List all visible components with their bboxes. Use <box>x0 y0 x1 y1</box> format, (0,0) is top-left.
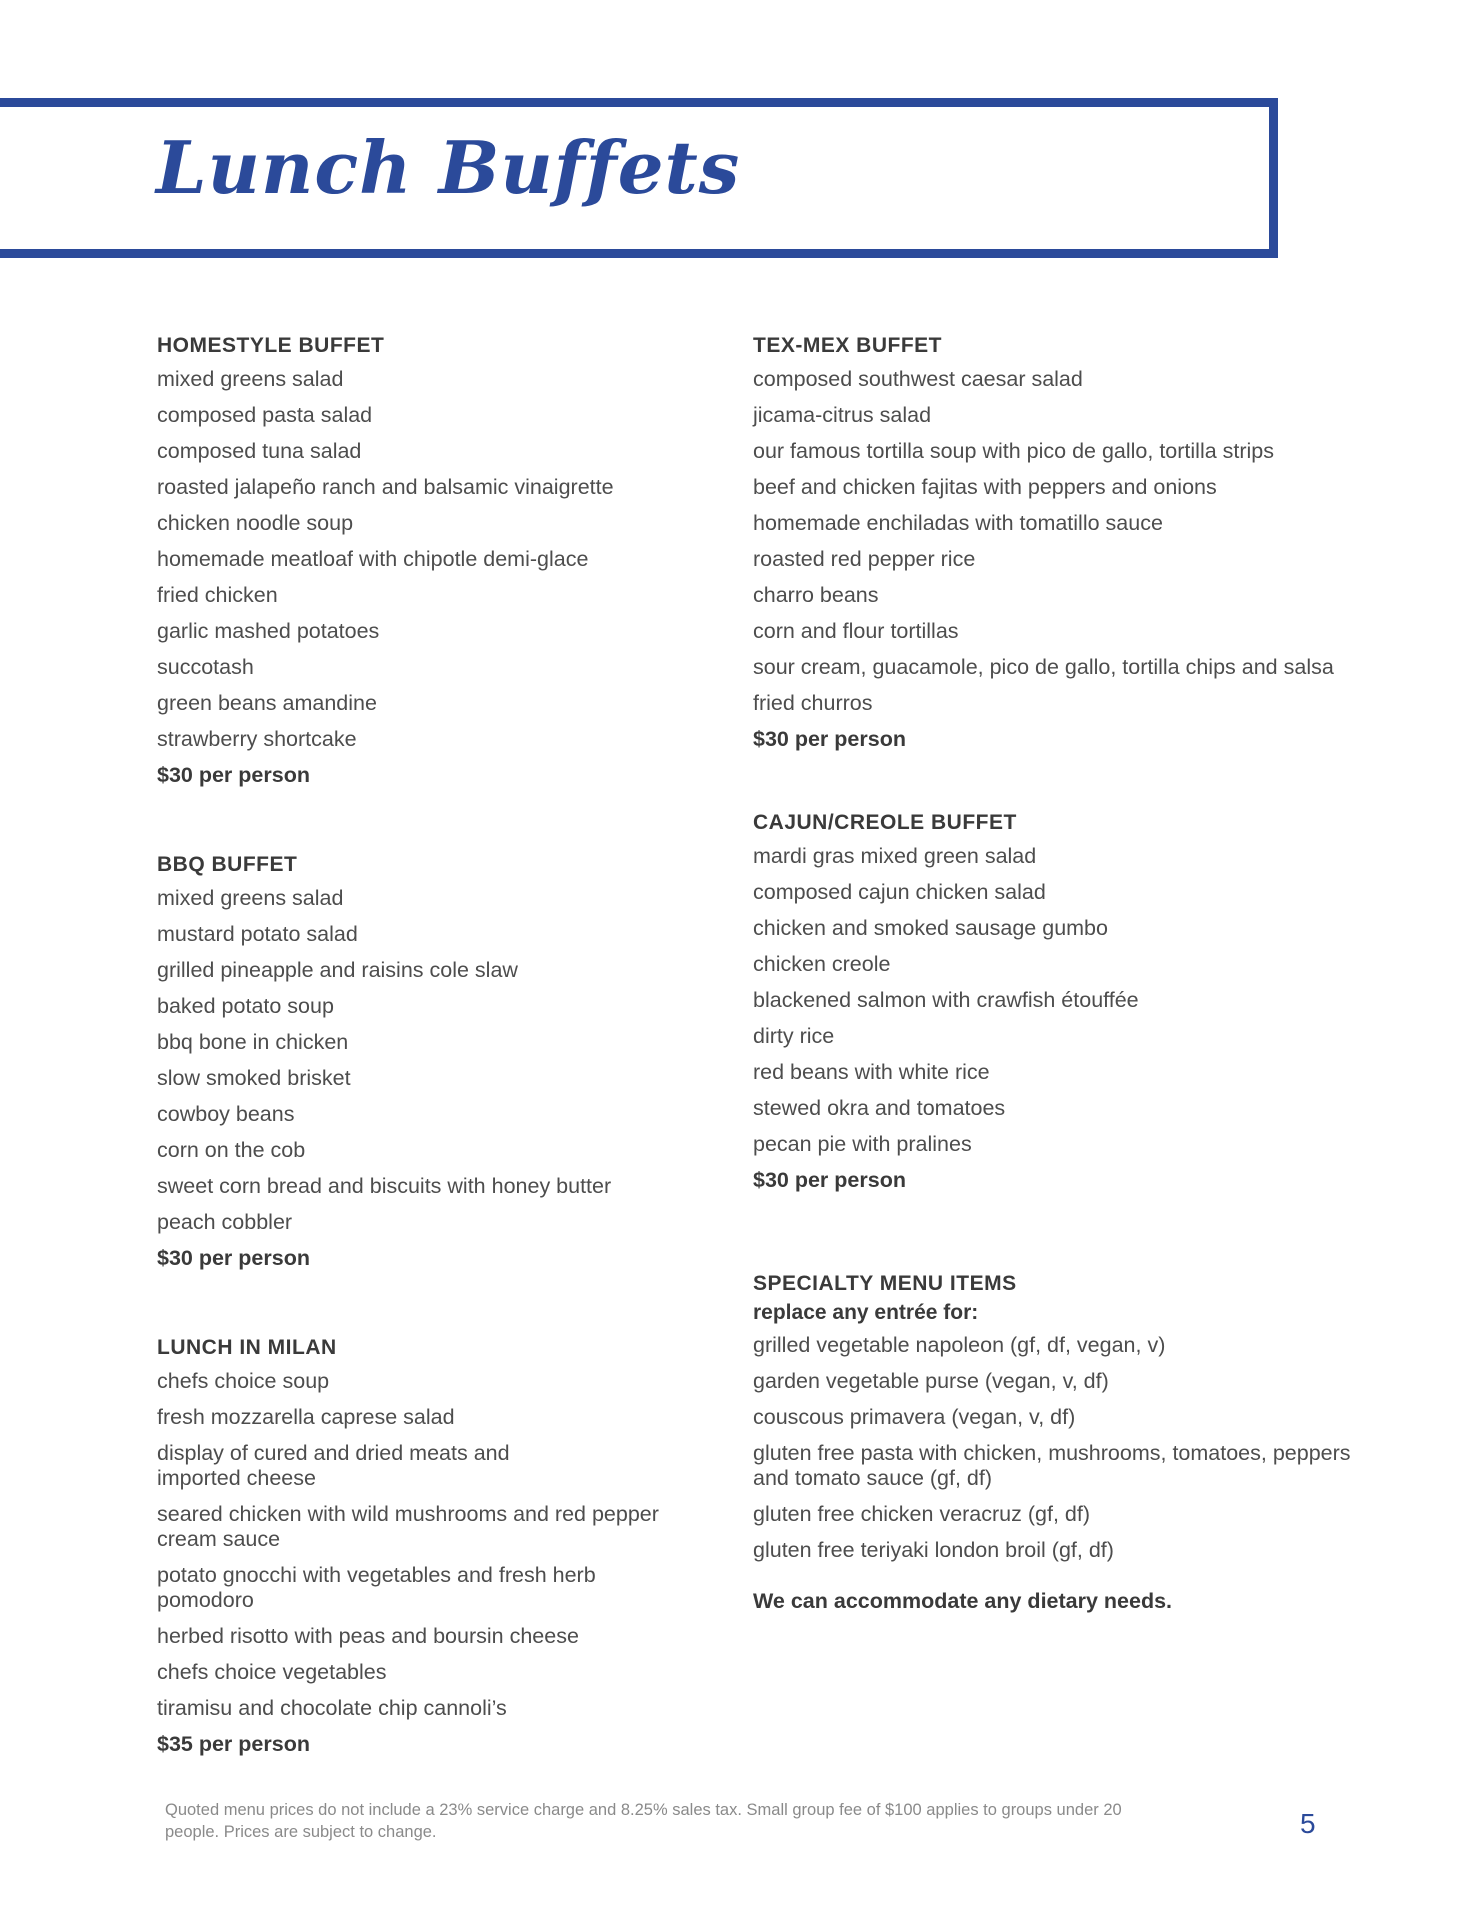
menu-item: composed pasta salad <box>157 403 373 427</box>
menu-item: strawberry shortcake <box>157 727 357 751</box>
menu-item: succotash <box>157 655 254 679</box>
homestyle-buffet-section <box>157 331 717 788</box>
menu-item: seared chicken with wild mushrooms and red pepper cream sauce <box>157 1502 659 1551</box>
menu-item: green beans amandine <box>157 691 377 715</box>
menu-item: fresh mozzarella caprese salad <box>157 1405 455 1429</box>
menu-item: sweet corn bread and biscuits with honey butter <box>157 1174 612 1198</box>
menu-item: corn and flour tortillas <box>753 619 959 643</box>
right-column <box>753 331 1393 1614</box>
menu-item: corn on the cob <box>157 1138 306 1162</box>
menu-item: composed southwest caesar salad <box>753 367 1083 391</box>
menu-item: blackened salmon with crawfish étouffée <box>753 988 1139 1012</box>
menu-item: homemade enchiladas with tomatillo sauce <box>753 511 1163 535</box>
dietary-note: We can accommodate any dietary needs. <box>753 1589 1173 1613</box>
menu-item: jicama-citrus salad <box>753 403 932 427</box>
menu-item: gluten free chicken veracruz (gf, df) <box>753 1502 1090 1526</box>
menu-item: charro beans <box>753 583 879 607</box>
tex-mex-buffet-section <box>753 331 1393 752</box>
menu-item: tiramisu and chocolate chip cannoli’s <box>157 1696 507 1720</box>
pricing-disclaimer: Quoted menu prices do not include a 23% service charge and 8.25% sales tax. Small group fee of $100 applies to groups under 20 people. Prices are subject to change. <box>165 1801 1122 1841</box>
menu-item: pecan pie with pralines <box>753 1132 972 1156</box>
left-column <box>157 331 717 1757</box>
menu-item: fried chicken <box>157 583 278 607</box>
menu-item: stewed okra and tomatoes <box>753 1096 1006 1120</box>
menu-item: baked potato soup <box>157 994 334 1018</box>
price: $30 per person <box>753 1168 906 1192</box>
menu-item: grilled pineapple and raisins cole slaw <box>157 958 518 982</box>
menu-item: composed tuna salad <box>157 439 362 463</box>
page-number: 5 <box>1300 1808 1316 1839</box>
menu-item: gluten free teriyaki london broil (gf, df) <box>753 1538 1114 1562</box>
section-subtitle: replace any entrée for: <box>753 1301 979 1324</box>
menu-item: mardi gras mixed green salad <box>753 844 1037 868</box>
menu-item: bbq bone in chicken <box>157 1030 349 1054</box>
menu-item: slow smoked brisket <box>157 1066 351 1090</box>
menu-item: display of cured and dried meats and imported cheese <box>157 1441 510 1490</box>
menu-item: cowboy beans <box>157 1102 295 1126</box>
price: $35 per person <box>157 1732 310 1756</box>
menu-item: potato gnocchi with vegetables and fresh herb pomodoro <box>157 1563 596 1612</box>
section-title: LUNCH IN MILAN <box>157 1336 337 1359</box>
specialty-menu-items-section <box>753 1269 1393 1614</box>
menu-item: chefs choice vegetables <box>157 1660 387 1684</box>
menu-item: chicken and smoked sausage gumbo <box>753 916 1108 940</box>
menu-item: sour cream, guacamole, pico de gallo, tortilla chips and salsa <box>753 655 1334 679</box>
menu-item: roasted red pepper rice <box>753 547 976 571</box>
section-title: CAJUN/CREOLE BUFFET <box>753 811 1017 834</box>
menu-item: our famous tortilla soup with pico de gallo, tortilla strips <box>753 439 1275 463</box>
menu-item: gluten free pasta with chicken, mushrooms, tomatoes, peppers and tomato sauce (gf, df) <box>753 1441 1351 1490</box>
menu-item: couscous primavera (vegan, v, df) <box>753 1405 1076 1429</box>
menu-item: fried churros <box>753 691 873 715</box>
section-title: HOMESTYLE BUFFET <box>157 334 385 357</box>
section-title: BBQ BUFFET <box>157 853 298 876</box>
menu-item: mustard potato salad <box>157 922 358 946</box>
menu-item: grilled vegetable napoleon (gf, df, vegan, v) <box>753 1333 1166 1357</box>
lunch-in-milan-section <box>157 1333 717 1757</box>
price: $30 per person <box>157 1246 310 1270</box>
menu-item: red beans with white rice <box>753 1060 990 1084</box>
cajun-creole-buffet-section <box>753 808 1393 1193</box>
menu-item: garden vegetable purse (vegan, v, df) <box>753 1369 1109 1393</box>
menu-item: peach cobbler <box>157 1210 293 1234</box>
section-title: SPECIALTY MENU ITEMS <box>753 1272 1017 1295</box>
menu-item: mixed greens salad <box>157 367 344 391</box>
menu-item: mixed greens salad <box>157 886 344 910</box>
menu-item: beef and chicken fajitas with peppers and onions <box>753 475 1217 499</box>
menu-item: roasted jalapeño ranch and balsamic vinaigrette <box>157 475 614 499</box>
menu-item: herbed risotto with peas and boursin cheese <box>157 1624 579 1648</box>
bbq-buffet-section <box>157 850 717 1271</box>
menu-item: chefs choice soup <box>157 1369 330 1393</box>
menu-item: garlic mashed potatoes <box>157 619 380 643</box>
price: $30 per person <box>753 727 906 751</box>
menu-item: homemade meatloaf with chipotle demi-glace <box>157 547 589 571</box>
menu-item: chicken noodle soup <box>157 511 354 535</box>
price: $30 per person <box>157 763 310 787</box>
menu-item: dirty rice <box>753 1024 835 1048</box>
menu-item: chicken creole <box>753 952 891 976</box>
menu-item: composed cajun chicken salad <box>753 880 1046 904</box>
page-title: Lunch Buffets <box>156 125 741 210</box>
section-title: TEX-MEX BUFFET <box>753 334 942 357</box>
